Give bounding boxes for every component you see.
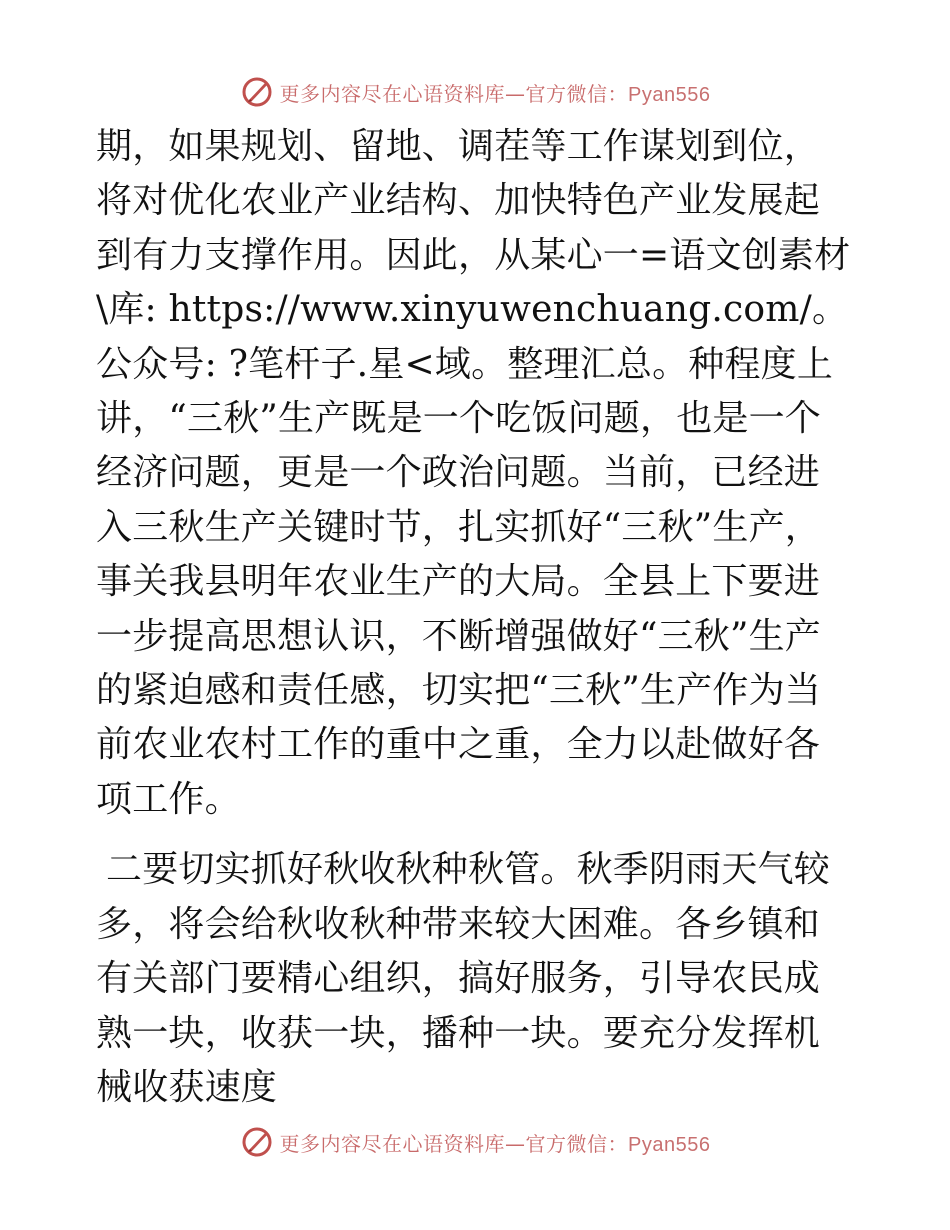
- footer-banner-separator: —: [505, 1131, 526, 1156]
- header-wechat-id: Pyan556: [628, 83, 711, 106]
- paragraph-2-rest: 多，将会给秋收秋种带来较大困难。各乡镇和有关部门要精心组织，搞好服务，引导农民成熟一块，收获一块，播种一块。要充分发挥机械收获速度: [96, 903, 821, 1108]
- footer-wechat-label: 官方微信：: [525, 1131, 629, 1156]
- footer-banner-title: 更多内容尽在心语资料库: [279, 1131, 506, 1156]
- footer-banner-inner: [240, 1125, 711, 1159]
- paragraph-2: [96, 843, 856, 1115]
- header-banner-inner: [240, 75, 711, 109]
- footer-banner: [0, 1120, 950, 1164]
- quill-logo-icon: [240, 75, 274, 109]
- paragraph-1: 期，如果规划、留地、调茬等工作谋划到位，将对优化农业产业结构、加快特色产业发展起到有力支撑作用。因此，从某心一=语文创素材\库: https://www.xinyuwenchuang.com/。公众号: ?笔杆子.星<域。整理汇总。种程度上讲，“三秋”生产既是一个吃饭问题，也是一个经济问题，更是一个政治问题。当前，已经进入三秋生产关键时节，扎实抓好“三秋”生产，事关我县明年农业生产的大局。全县上下要进一步提高思想认识，不断增强做好“三秋”生产的紧迫感和责任感，切实把“三秋”生产作为当前农业农村工作的重中之重，全力以赴做好各项工作。: [96, 126, 851, 820]
- document-body: [96, 120, 856, 1115]
- header-banner-text: [280, 78, 711, 107]
- footer-wechat-id: Pyan556: [628, 1133, 711, 1156]
- footer-banner-text: [280, 1128, 711, 1157]
- header-banner-separator: —: [505, 81, 526, 106]
- header-banner-title: 更多内容尽在心语资料库: [279, 81, 506, 106]
- header-banner: [0, 70, 950, 114]
- paragraph-2-line-1: 二要切实抓好秋收秋种秋管。秋季阴雨天气较: [106, 849, 831, 891]
- quill-logo-icon: [240, 1125, 274, 1159]
- header-wechat-label: 官方微信：: [525, 81, 629, 106]
